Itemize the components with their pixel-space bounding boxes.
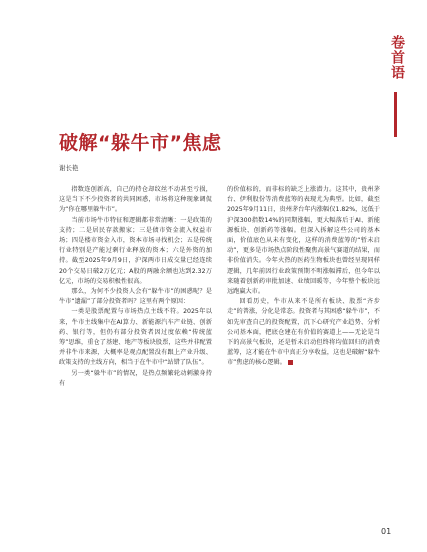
paragraph: 的价值标的，而非标的缺乏上涨潜力。这其中，贵州茅台、伊利股份等消费蓝筹的表现尤为典型。比如，截至2025年9月11日，贵州茅台年内涨幅仅1.82%，远低于沪深300指数14%的同期涨幅，更大幅落后于AI、新能源板块、创新药等涨幅。但深入拆解这些公司的基本面，价值底色从未有变化，这样的消费蓝筹的“暂未启动”，更多是市场热点阶段性聚焦高景气赛道的结果，而非价值消失。今年火热的医药生物板块也曾经呈现同样逻辑，几年前因行业政策预期不明涨幅滞后，但今年以来随着创新药审批加速、业绩回暖等，今年整个板块远远跑赢大市。 bbox=[227, 186, 380, 296]
paragraph-text: 回看历史，牛市从来不是所有板块、股票“齐步走”的普涨，分化是常态。投资者与其困惑“躲牛市”，不如先审查自己的投资配置，沉下心研究产业趋势、分析公司基本面，把底仓建在有价值的赛道上——无论是当下的高景气板块，还是暂未启动但终将均值回归的消费蓝筹，这才能在牛市中真正分享收益，这也是破解“躲牛市”焦虑的核心逻辑。 bbox=[227, 298, 380, 367]
end-of-article-mark bbox=[288, 360, 293, 365]
paragraph: 指数连创新高，自己的持仓却纹丝不动甚至亏损，这是当下不少投资者的共同困惑，市场将这种现象调侃为“你在哪里躲牛市”。 bbox=[59, 186, 212, 214]
left-text-column bbox=[59, 185, 212, 389]
paragraph: 一类是股票配置与市场热点主线不符。2025年以来，牛市主线集中在AI算力、新能源汽车产业链、创新药、银行等，但仍有部分投资者因过度依赖“传统蓝筹”思维，重仓了基建、地产等板块股票，这些并非配置并非牛市来源，大概率是观点配置没有跟上产业升级、政策支持的主线方向，相当于在牛市中“站错了队伍”。 bbox=[59, 308, 212, 367]
page-number: 01 bbox=[381, 527, 392, 536]
article-title: 破解“躲牛市”焦虑 bbox=[59, 132, 222, 154]
column-section-label: 卷首语 bbox=[389, 35, 405, 80]
paragraph: 另一类“躲牛市”的情况，是热点频繁轮动刺激身持有 bbox=[59, 369, 212, 387]
paragraph: 那么，为何不少投资人会有“躲牛市”的困惑呢？是牛市“遗漏”了部分投资者吗？这里有两个原因： bbox=[59, 288, 212, 306]
right-text-column bbox=[227, 185, 380, 369]
article-author: 谢长艳 bbox=[59, 164, 79, 172]
paragraph: 当前市场牛市特征和逻辑都非常清晰：一是政策的支持；二是居民存款搬家；三是债市资金流入权益市场；四是楼市资金入市，资本市场寻找机会；五是传统行业特别是产能过剩行业释放的资本；六是外资的加持。截至2025年9月9日，沪深两市日成交量已经连续20个交易日破2万亿元；A股的两融余额也达到2.32万亿元，市场的交易积极性很高。 bbox=[59, 216, 212, 285]
paragraph-closing bbox=[227, 297, 380, 368]
section-label-rule bbox=[394, 92, 397, 137]
